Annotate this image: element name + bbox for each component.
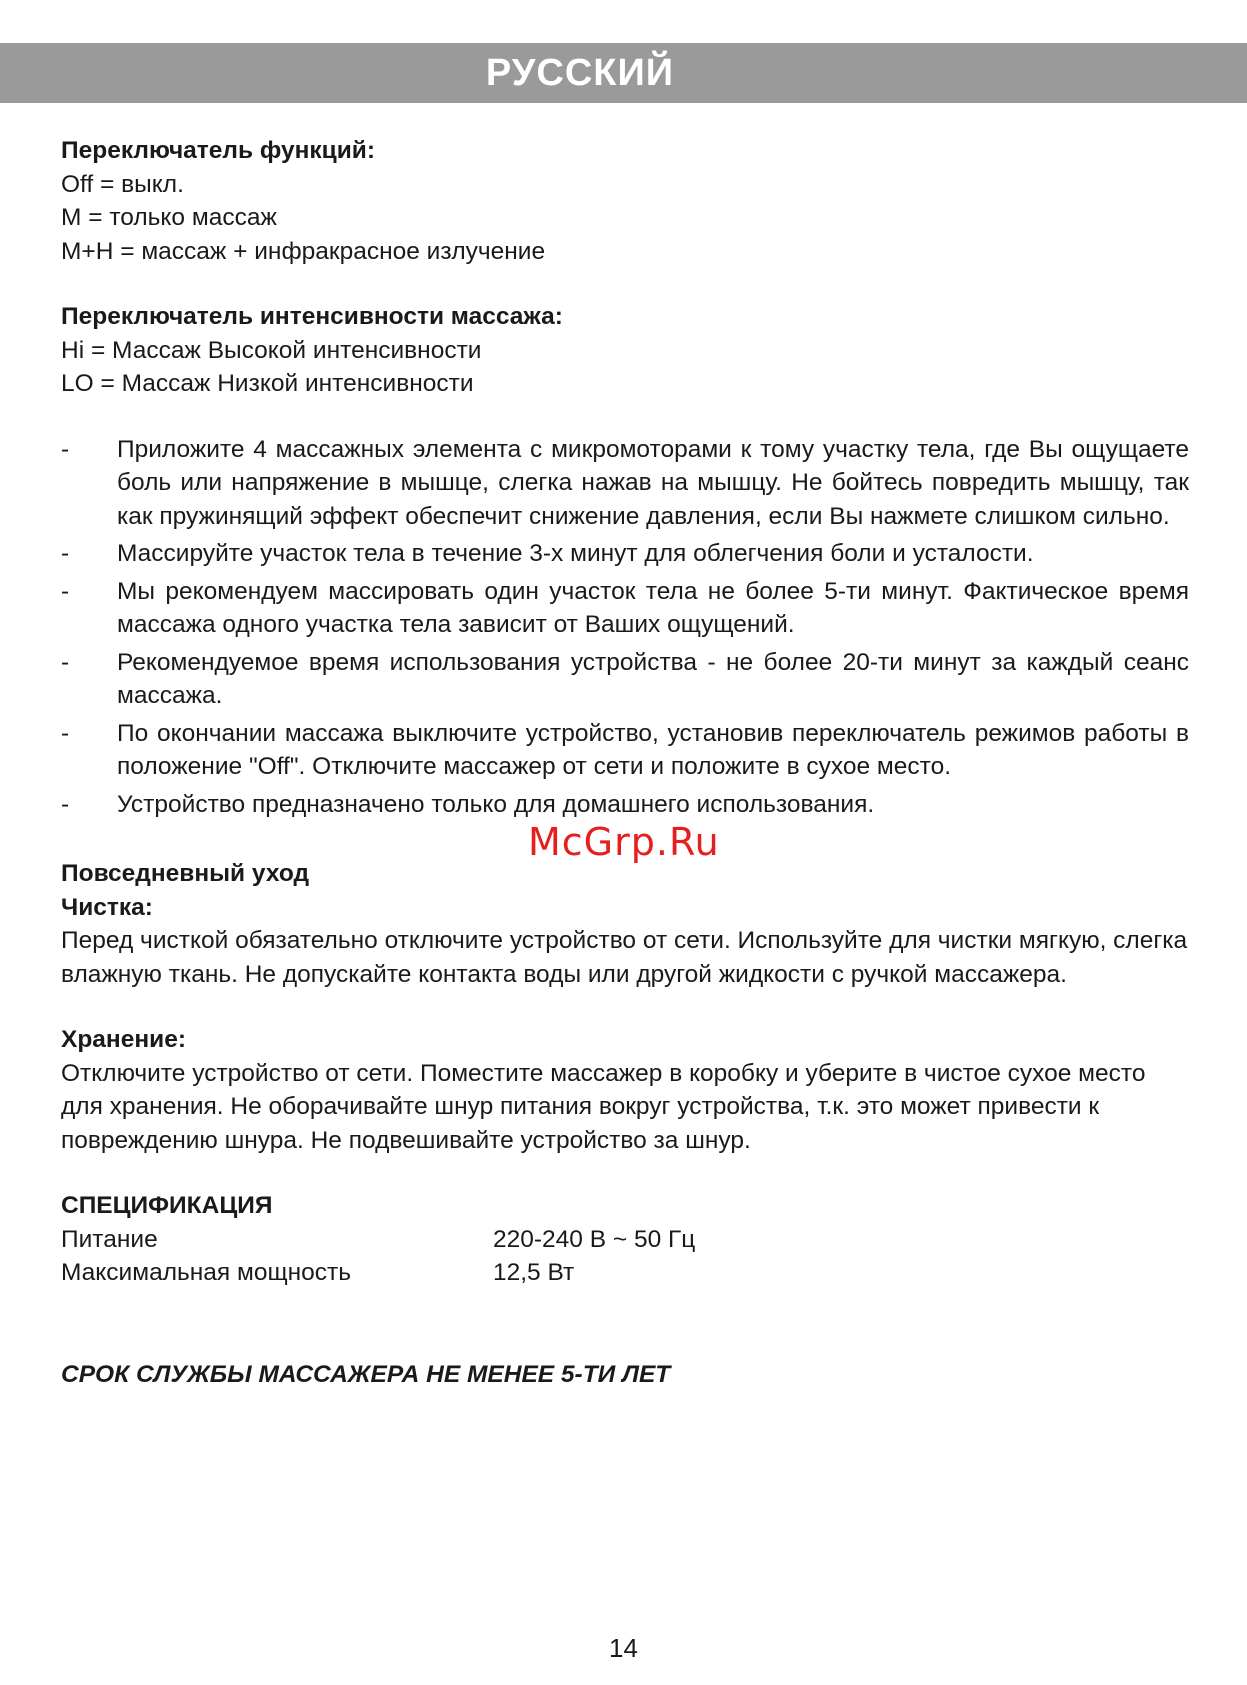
bullet-dash: - [61,435,70,463]
instruction-text: Устройство предназначено только для домашнего использования. [117,790,875,818]
instructions-list [61,433,1189,822]
storage-section [61,1023,1189,1157]
spec-value: 220-240 В ~ 50 Гц [493,1225,696,1253]
instruction-item [61,537,1189,571]
bullet-dash: - [61,719,70,747]
instruction-item [61,575,1189,642]
function-switch-line: Off = выкл. [61,170,184,198]
spec-label: Питание [61,1225,158,1253]
cleaning-heading: Чистка: [61,893,153,921]
manual-content [61,134,1189,1391]
instruction-text: Массируйте участок тела в течение 3-х минут для облегчения боли и усталости. [117,540,1034,567]
specification-heading: СПЕЦИФИКАЦИЯ [61,1192,273,1219]
instruction-item [61,788,1189,822]
function-switch-line: M = только массаж [61,204,277,231]
instruction-text: По окончании массажа выключите устройство, установив переключатель режимов работы в положение "Off". Отключите массажер от сети и положите в сухое место. [117,719,1189,780]
care-heading: Повседневный уход [61,860,310,887]
bullet-dash: - [61,790,70,818]
spec-value: 12,5 Вт [493,1259,575,1286]
instruction-text: Мы рекомендуем массировать один участок тела не более 5-ти минут. Фактическое время массажа одного участка тела зависит от Ваших ощущений. [117,577,1189,638]
instruction-item [61,717,1189,784]
function-switch-line: M+H = массаж + инфракрасное излучение [61,237,546,265]
intensity-switch-heading: Переключатель интенсивности массажа: [61,303,563,330]
instruction-text: Приложите 4 массажных элемента с микромоторами к тому участку тела, где Вы ощущаете боль или напряжение в мышце, слегка нажав на мышцу. Не бойтесь повредить мышцу, так как пружинящий эффект обеспечит снижение давления, если Вы нажмете слишком сильно. [117,435,1189,530]
storage-heading: Хранение: [61,1026,187,1053]
watermark: McGrp.Ru [528,820,720,864]
spec-label: Максимальная мощность [61,1259,352,1286]
service-life-note: СРОК СЛУЖБЫ МАССАЖЕРА НЕ МЕНЕЕ 5-ТИ ЛЕТ [61,1360,671,1388]
page-number: 14 [609,1633,638,1663]
bullet-dash: - [61,648,70,676]
intensity-switch-line: LO = Массаж Низкой интенсивности [61,370,474,397]
function-switch-heading: Переключатель функций: [61,137,375,164]
spec-row [61,1256,1189,1290]
bullet-dash: - [61,540,70,567]
instruction-text: Рекомендуемое время использования устройства - не более 20-ти минут за каждый сеанс массажа. [117,648,1189,709]
language-title: РУССКИЙ [485,52,675,94]
specification-section [61,1189,1189,1290]
instruction-item [61,646,1189,713]
intensity-switch-line: Hi = Массаж Высокой интенсивности [61,336,482,364]
bullet-dash: - [61,577,70,605]
instruction-item [61,433,1189,534]
language-header [0,43,1247,103]
intensity-switch-section [61,300,1189,401]
spec-row [61,1223,1189,1257]
cleaning-text: Перед чисткой обязательно отключите устройство от сети. Используйте для чистки мягкую, слегка влажную ткань. Не допускайте контакта воды или другой жидкости с ручкой массажера. [61,927,1188,988]
storage-text: Отключите устройство от сети. Поместите массажер в коробку и уберите в чистое сухое место для хранения. Не оборачивайте шнур питания вокруг устройства, т.к. это может привести к повреждению шнура. Не подвешивайте устройство за шнур. [61,1059,1146,1154]
care-section [61,857,1189,991]
function-switch-section [61,134,1189,268]
